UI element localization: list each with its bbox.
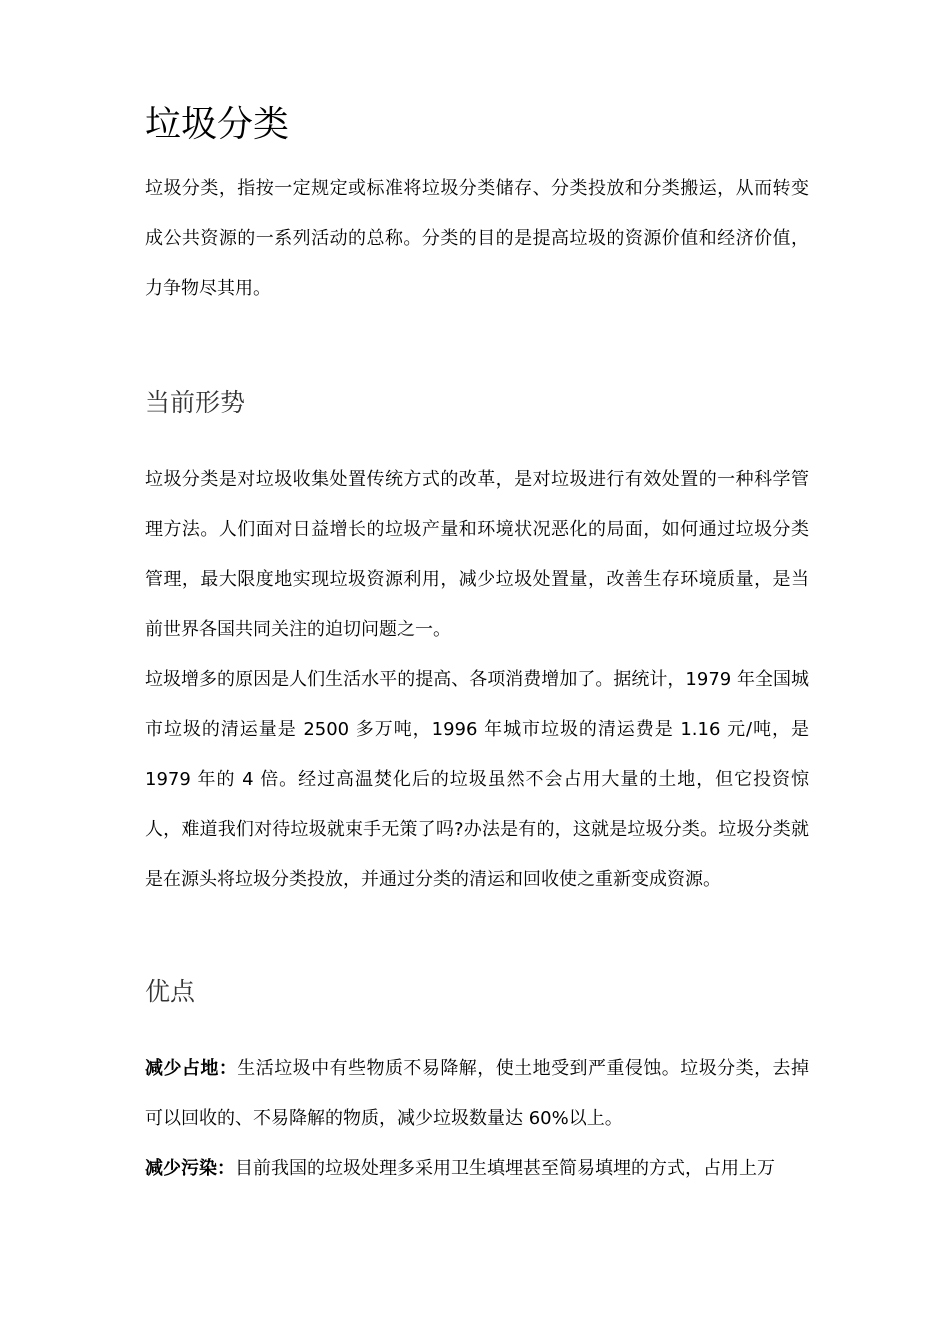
- advantage-item-reduce-pollution: [145, 1144, 809, 1194]
- advantage-label: 减少占地：: [145, 1058, 238, 1079]
- section-heading-advantages: 优点: [145, 977, 196, 1006]
- page-title: 垃圾分类: [145, 104, 290, 145]
- section-heading-current-situation: 当前形势: [145, 388, 246, 417]
- advantage-text: 目前我国的垃圾处理多采用卫生填埋甚至简易填埋的方式，占用上万: [235, 1158, 775, 1179]
- advantage-item-reduce-land-use: [145, 1044, 809, 1144]
- advantage-label: 减少污染：: [145, 1158, 235, 1179]
- advantage-text: 生活垃圾中有些物质不易降解，使土地受到严重侵蚀。垃圾分类，去掉可以回收的、不易降解的物质，减少垃圾数量达 60%以上。: [145, 1058, 810, 1129]
- situation-paragraph-1: 垃圾分类是对垃圾收集处置传统方式的改革，是对垃圾进行有效处置的一种科学管理方法。人们面对日益增长的垃圾产量和环境状况恶化的局面，如何通过垃圾分类管理，最大限度地实现垃圾资源利用，减少垃圾处置量，改善生存环境质量，是当前世界各国共同关注的迫切问题之一。: [145, 469, 809, 640]
- intro-paragraph: 垃圾分类，指按一定规定或标准将垃圾分类储存、分类投放和分类搬运，从而转变成公共资源的一系列活动的总称。分类的目的是提高垃圾的资源价值和经济价值，力争物尽其用。: [145, 178, 809, 299]
- situation-paragraph-2: 垃圾增多的原因是人们生活水平的提高、各项消费增加了。据统计，1979 年全国城市垃圾的清运量是 2500 多万吨，1996 年城市垃圾的清运费是 1.16 元/吨，是 1979 年的 4 倍。经过高温焚化后的垃圾虽然不会占用大量的土地，但它投资惊人，难道我们对待垃圾就束手无策了吗?办法是有的，这就是垃圾分类。垃圾分类就是在源头将垃圾分类投放，并通过分类的清运和回收使之重新变成资源。: [145, 669, 809, 890]
